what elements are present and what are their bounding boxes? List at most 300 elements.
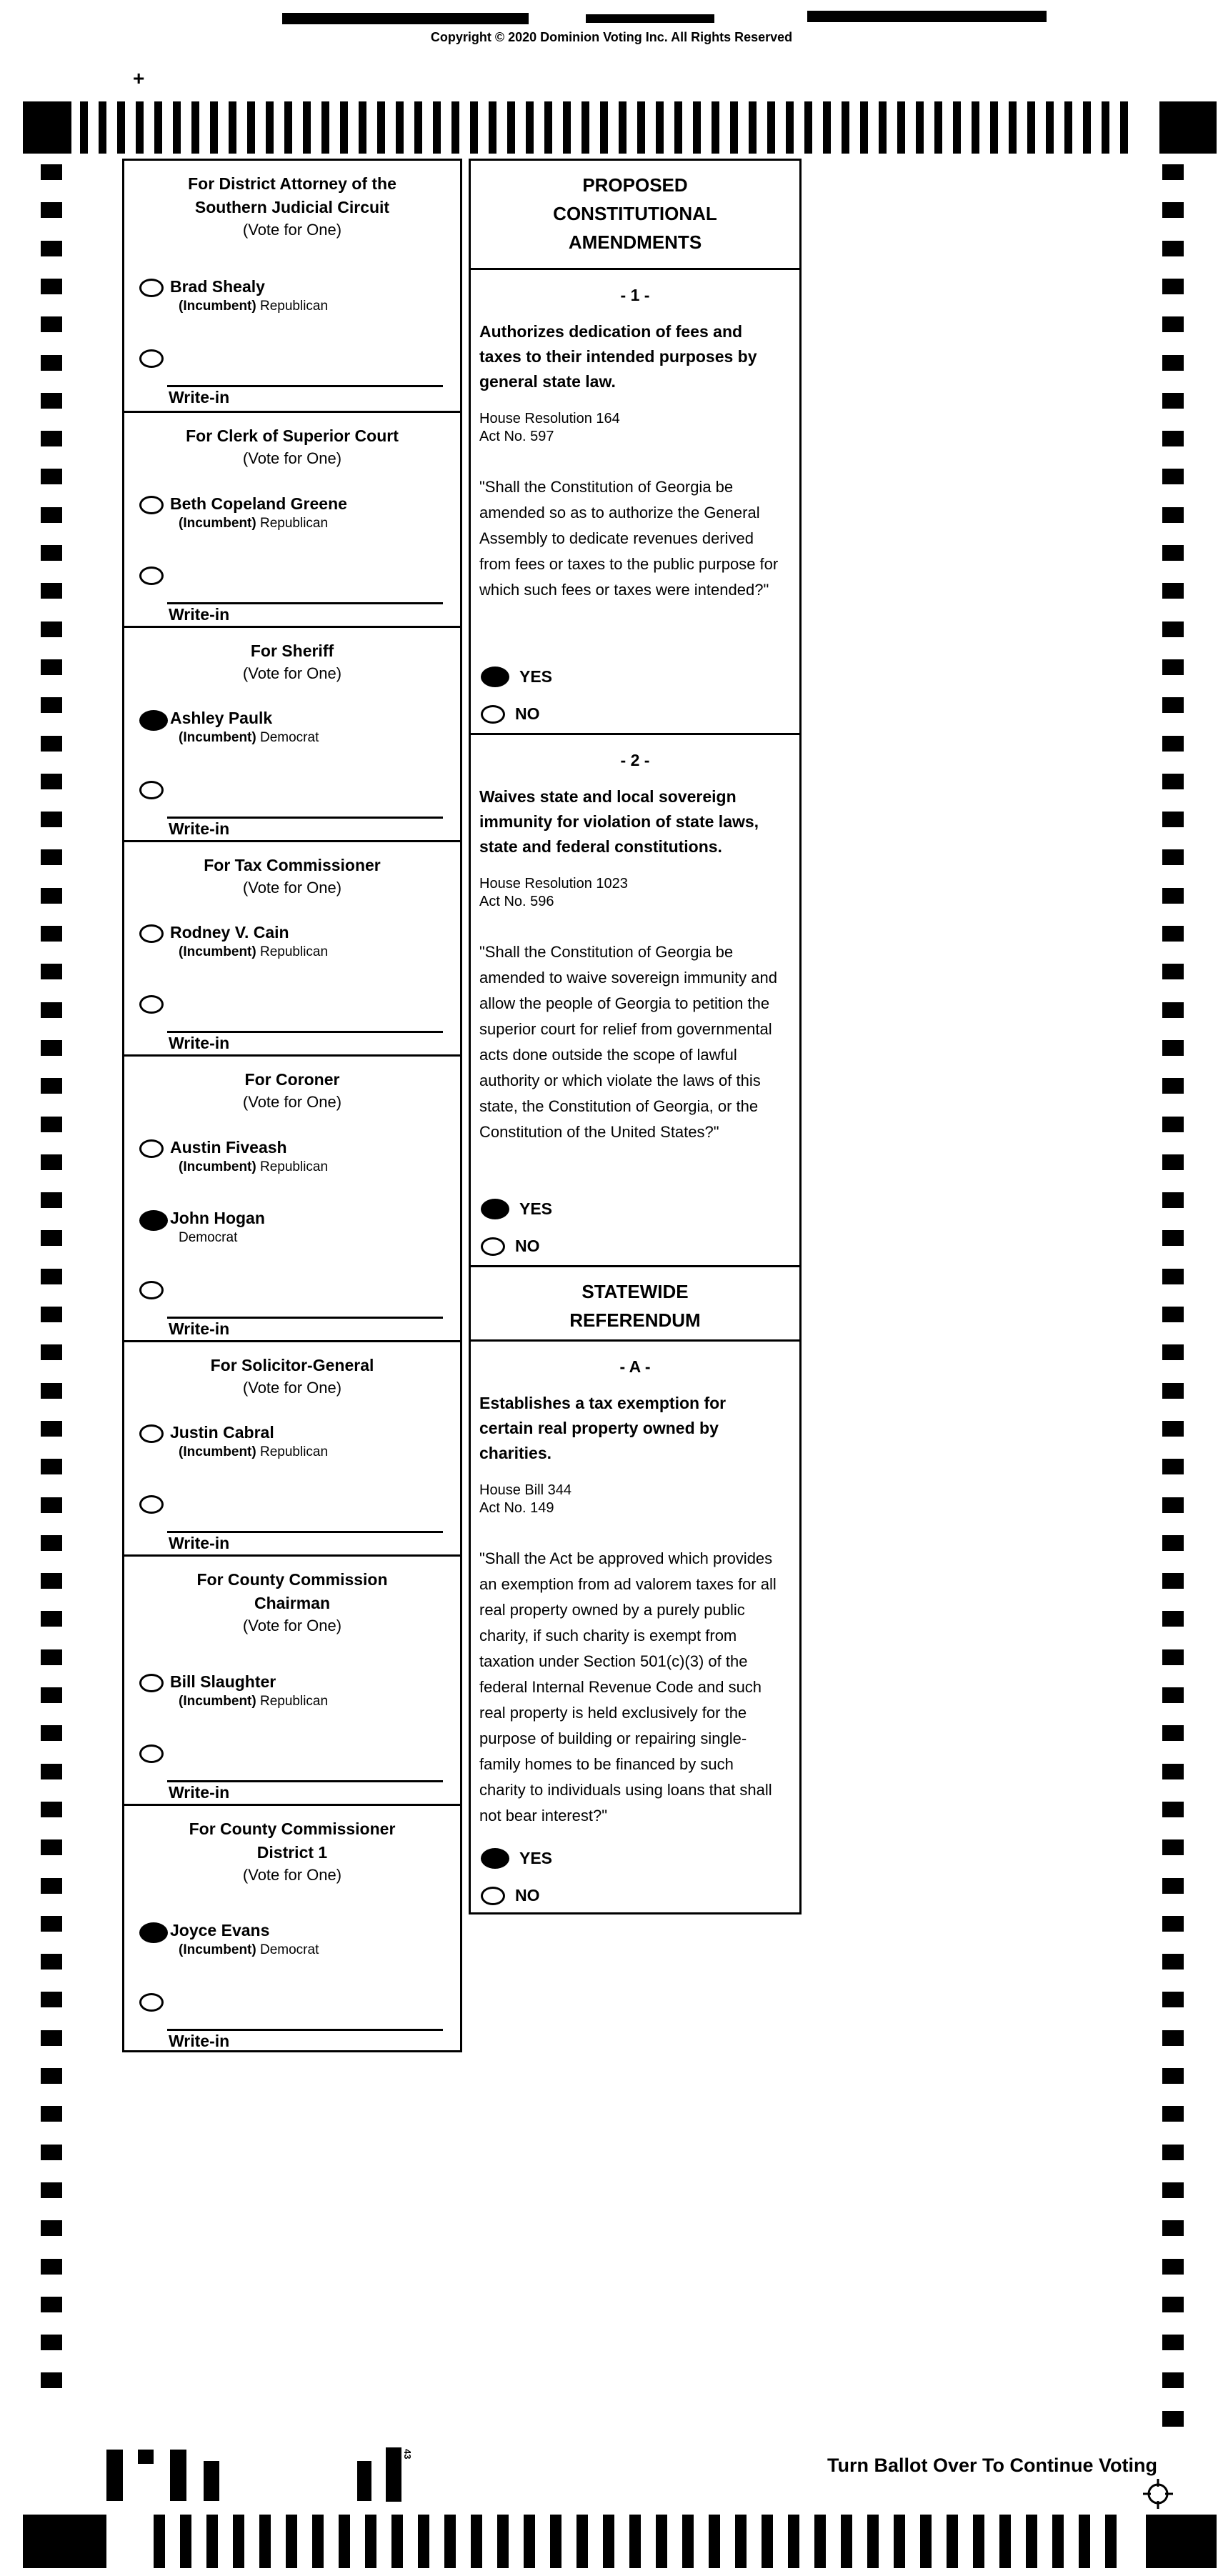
incumbent-label: (Incumbent) [179, 1942, 260, 1957]
timing-mark [1162, 1269, 1184, 1284]
timing-mark [1046, 101, 1054, 154]
contest-section [124, 161, 460, 411]
timing-mark [788, 2515, 799, 2568]
timing-mark [1162, 1764, 1184, 1779]
measure-reference-line: Act No. 597 [479, 429, 554, 444]
timing-mark [41, 1307, 62, 1322]
timing-mark [41, 1154, 62, 1170]
measure-group-header [471, 161, 799, 268]
answer-oval[interactable] [481, 1199, 509, 1219]
party-label: Republican [260, 1444, 329, 1459]
timing-mark [1162, 2335, 1184, 2350]
contest-column [122, 159, 462, 2052]
candidate-oval[interactable] [139, 924, 164, 943]
timing-mark [365, 2515, 376, 2568]
timing-mark [1162, 774, 1184, 789]
timing-mark [489, 101, 496, 154]
answer-label: NO [515, 1237, 540, 1255]
candidate-party [179, 1942, 319, 1958]
measure-number: - 1 - [620, 286, 650, 304]
ballot-measure-section [471, 733, 799, 1265]
timing-mark [972, 101, 979, 154]
candidate-party [179, 944, 328, 960]
timing-mark [1162, 1878, 1184, 1894]
registration-plus-mark: + [133, 67, 145, 89]
timing-mark [682, 2515, 694, 2568]
measure-summary: Authorizes dedication of fees and taxes to their intended purposes by general state law. [479, 322, 757, 391]
timing-mark [41, 849, 62, 865]
write-in-line[interactable] [167, 817, 443, 819]
timing-mark [451, 101, 459, 154]
candidate-party [179, 516, 328, 531]
incumbent-label: (Incumbent) [179, 730, 260, 745]
timing-mark [804, 101, 812, 154]
measure-reference-line: Act No. 149 [479, 1500, 554, 1516]
candidate-oval[interactable] [139, 1139, 164, 1158]
contest-title: For Sheriff [250, 641, 334, 660]
timing-mark [894, 2515, 905, 2568]
timing-mark [41, 926, 62, 942]
timing-mark [497, 2515, 509, 2568]
write-in-label: Write-in [169, 819, 230, 838]
timing-mark [1162, 621, 1184, 637]
measure-question: "Shall the Constitution of Georgia be amended so as to authorize the General Assembly to dedicate revenues derived from fees or taxes to the public purpose for which such fees or taxes were intended?" [479, 478, 779, 599]
timing-mark [581, 101, 589, 154]
timing-mark [1102, 101, 1109, 154]
measure-group-header-line: AMENDMENTS [568, 231, 702, 253]
contest-instruction: (Vote for One) [242, 664, 342, 682]
timing-mark [1162, 2220, 1184, 2236]
timing-row-bottom [0, 2515, 1223, 2568]
timing-mark [712, 101, 719, 154]
timing-mark [674, 101, 682, 154]
measure-group-header-line: PROPOSED [582, 174, 688, 196]
timing-mark [233, 2515, 244, 2568]
timing-mark [1162, 1802, 1184, 1817]
timing-mark [1162, 2030, 1184, 2046]
candidate-party [179, 1159, 328, 1175]
party-label: Republican [260, 299, 329, 314]
write-in-line[interactable] [167, 2029, 443, 2031]
timing-mark [1162, 2372, 1184, 2388]
write-in-line[interactable] [167, 1317, 443, 1319]
measure-references [479, 875, 799, 911]
answer-label: YES [519, 1199, 553, 1218]
timing-mark [41, 469, 62, 484]
timing-block [23, 101, 71, 154]
timing-mark [41, 1802, 62, 1817]
timing-mark [340, 101, 348, 154]
timing-mark [973, 2515, 984, 2568]
timing-mark [1162, 545, 1184, 561]
measure-group-header-line: STATEWIDE [581, 1281, 689, 1302]
barcode-bar [386, 2447, 401, 2502]
timing-mark [41, 2335, 62, 2350]
measure-question: "Shall the Constitution of Georgia be amended to waive sovereign immunity and allow the people of Georgia to petition the superior court for relief from governmental acts done outside the scope of lawful authority or which violate the laws of this state, the Constitution of Georgia, or the Constitution of the United States?" [479, 943, 778, 1141]
candidate-oval[interactable] [139, 1674, 164, 1692]
timing-mark [154, 101, 162, 154]
timing-mark [41, 697, 62, 713]
timing-mark [1162, 355, 1184, 371]
timing-mark [471, 2515, 482, 2568]
timing-mark [41, 431, 62, 446]
timing-mark [41, 1916, 62, 1932]
candidate-oval[interactable] [139, 1744, 164, 1763]
measure-number: - A - [619, 1357, 651, 1376]
scan-artifact-bar [807, 11, 1047, 22]
timing-mark [1027, 101, 1035, 154]
timing-mark [637, 101, 645, 154]
timing-mark [41, 1192, 62, 1208]
timing-mark [1162, 1839, 1184, 1855]
timing-mark [414, 101, 422, 154]
write-in-line[interactable] [167, 385, 443, 387]
timing-mark [80, 101, 88, 154]
contest-instruction: (Vote for One) [242, 1379, 342, 1397]
measure-reference-line: Act No. 596 [479, 894, 554, 909]
contest-title: For Clerk of Superior Court [186, 426, 399, 445]
timing-mark [1052, 2515, 1064, 2568]
party-label: Democrat [260, 1942, 319, 1957]
timing-mark [41, 202, 62, 218]
candidate-oval[interactable] [139, 781, 164, 799]
write-in-label: Write-in [169, 1783, 230, 1802]
answer-label: NO [515, 1886, 540, 1904]
timing-mark [524, 2515, 535, 2568]
contest-section [124, 411, 460, 626]
contest-section [124, 626, 460, 840]
measure-option [481, 1236, 552, 1257]
timing-mark [41, 1992, 62, 2007]
timing-mark [1064, 101, 1072, 154]
timing-mark [1162, 241, 1184, 256]
candidate-oval[interactable] [139, 1922, 168, 1943]
barcode-bar [138, 2450, 154, 2464]
timing-mark [210, 101, 218, 154]
timing-mark [41, 2145, 62, 2160]
timing-mark [1162, 1078, 1184, 1094]
contest-section [124, 1340, 460, 1554]
timing-mark [735, 2515, 747, 2568]
contest-instruction: (Vote for One) [242, 1866, 342, 1884]
timing-mark [1162, 1117, 1184, 1132]
timing-mark [1083, 101, 1091, 154]
incumbent-label: (Incumbent) [179, 1694, 260, 1709]
measure-reference-line: House Bill 344 [479, 1482, 571, 1498]
timing-mark [1162, 202, 1184, 218]
contest-title: For District Attorney of the Southern Judicial Circuit [188, 174, 396, 216]
timing-mark [1162, 1307, 1184, 1322]
contest-section [124, 1554, 460, 1804]
timing-mark [99, 101, 106, 154]
timing-mark [841, 2515, 852, 2568]
timing-mark [947, 2515, 958, 2568]
timing-mark [41, 1649, 62, 1665]
candidate-name: Rodney V. Cain [170, 923, 289, 942]
timing-mark [1162, 469, 1184, 484]
candidate-oval[interactable] [139, 566, 164, 585]
timing-mark [321, 101, 329, 154]
timing-mark [173, 101, 181, 154]
timing-mark [1162, 1040, 1184, 1056]
timing-mark [1162, 888, 1184, 904]
timing-mark [41, 812, 62, 827]
answer-label: YES [519, 1849, 553, 1867]
timing-mark [953, 101, 961, 154]
candidate-oval[interactable] [139, 1495, 164, 1514]
answer-oval[interactable] [481, 1887, 505, 1905]
timing-mark [629, 2515, 641, 2568]
timing-mark [814, 2515, 826, 2568]
timing-mark [41, 355, 62, 371]
write-in-label: Write-in [169, 2032, 230, 2050]
timing-mark [1162, 926, 1184, 942]
timing-block [1146, 2515, 1217, 2568]
timing-mark [41, 1954, 62, 1970]
timing-mark [1162, 964, 1184, 979]
scan-artifact-bar [282, 13, 529, 24]
party-label: Republican [260, 1159, 329, 1174]
timing-mark [990, 101, 998, 154]
timing-mark [1162, 812, 1184, 827]
timing-mark [709, 2515, 720, 2568]
measure-option [481, 1199, 552, 1219]
barcode-bar [106, 2450, 123, 2501]
timing-mark [1162, 2411, 1184, 2427]
timing-mark [1162, 393, 1184, 409]
candidate-oval[interactable] [139, 349, 164, 368]
timing-mark [41, 2220, 62, 2236]
incumbent-label: (Incumbent) [179, 299, 260, 314]
timing-mark [1162, 1421, 1184, 1437]
timing-mark [823, 101, 831, 154]
timing-mark [879, 101, 887, 154]
timing-mark [603, 2515, 614, 2568]
measure-reference-line: House Resolution 164 [479, 411, 620, 426]
measure-options [481, 1848, 552, 1906]
timing-mark [418, 2515, 429, 2568]
timing-mark [41, 1421, 62, 1437]
timing-mark [897, 101, 905, 154]
timing-mark [563, 101, 571, 154]
contest-instruction: (Vote for One) [242, 221, 342, 239]
timing-mark [41, 2030, 62, 2046]
timing-mark [786, 101, 794, 154]
timing-mark [247, 101, 255, 154]
write-in-label: Write-in [169, 1534, 230, 1552]
candidate-party [179, 1230, 237, 1246]
measure-column [469, 159, 802, 1914]
timing-mark [1162, 2259, 1184, 2275]
timing-mark [1162, 2145, 1184, 2160]
measure-number: - 2 - [620, 751, 650, 769]
timing-mark [1162, 849, 1184, 865]
timing-mark [619, 101, 627, 154]
candidate-oval[interactable] [139, 710, 168, 731]
timing-mark [1162, 1535, 1184, 1551]
timing-mark [1162, 316, 1184, 332]
incumbent-label: (Incumbent) [179, 1444, 260, 1459]
answer-oval[interactable] [481, 667, 509, 687]
timing-mark [41, 621, 62, 637]
measure-options [481, 667, 552, 724]
timing-mark [41, 1687, 62, 1703]
contest-instruction: (Vote for One) [242, 1617, 342, 1634]
timing-mark [1162, 1916, 1184, 1932]
timing-mark [41, 1040, 62, 1056]
timing-mark [1162, 2297, 1184, 2312]
contest-title: For County Commission Chairman [196, 1570, 388, 1612]
candidate-oval[interactable] [139, 1993, 164, 2012]
timing-mark [1009, 101, 1017, 154]
candidate-oval[interactable] [139, 496, 164, 514]
timing-mark [41, 1230, 62, 1246]
timing-mark [550, 2515, 561, 2568]
timing-mark [41, 1078, 62, 1094]
contest-section [124, 1804, 460, 2052]
measure-question: "Shall the Act be approved which provides an exemption from ad valorem taxes for all real property owned by a purely public charity, if such charity is exempt from taxation under Section 501(c)(3) of the federal Internal Revenue Code and such real property is held exclusively for the purpose of building or repairing single-family homes to be financed by such charity to individuals using loans that shall not bear interest?" [479, 1549, 777, 1824]
timing-mark [999, 2515, 1011, 2568]
timing-mark [1162, 1611, 1184, 1627]
answer-oval[interactable] [481, 705, 505, 724]
timing-mark [266, 101, 274, 154]
write-in-label: Write-in [169, 388, 230, 406]
measure-option [481, 1885, 552, 1906]
timing-mark [229, 101, 236, 154]
candidate-name: Bill Slaughter [170, 1672, 276, 1691]
timing-mark [41, 1497, 62, 1513]
timing-mark [1162, 659, 1184, 675]
timing-mark [767, 101, 775, 154]
timing-mark [1162, 431, 1184, 446]
measure-option [481, 1848, 552, 1869]
candidate-name: Joyce Evans [170, 1921, 270, 1940]
candidate-party [179, 730, 319, 746]
candidate-name: Brad Shealy [170, 277, 265, 296]
timing-mark [656, 101, 664, 154]
write-in-label: Write-in [169, 1319, 230, 1338]
timing-mark [396, 101, 404, 154]
write-in-line[interactable] [167, 1031, 443, 1033]
timing-mark [1162, 1459, 1184, 1474]
write-in-line[interactable] [167, 602, 443, 604]
candidate-name: Austin Fiveash [170, 1138, 287, 1157]
timing-mark [41, 279, 62, 294]
timing-mark [41, 1725, 62, 1741]
timing-mark [41, 2068, 62, 2084]
stub-number: 43 [402, 2449, 413, 2460]
measure-group-header-line: REFERENDUM [569, 1309, 701, 1331]
timing-mark [41, 545, 62, 561]
timing-mark [41, 774, 62, 789]
scan-artifact-bar [586, 14, 714, 23]
timing-mark [656, 2515, 667, 2568]
candidate-oval[interactable] [139, 1424, 164, 1443]
timing-mark [1120, 101, 1128, 154]
timing-mark [41, 1117, 62, 1132]
turn-ballot-over-instruction: Turn Ballot Over To Continue Voting [827, 2455, 1157, 2476]
timing-mark [1162, 1002, 1184, 1018]
timing-mark [41, 1535, 62, 1551]
registration-crosshair-icon [1142, 2477, 1174, 2510]
candidate-oval[interactable] [139, 1281, 164, 1299]
timing-mark [312, 2515, 324, 2568]
timing-mark [730, 101, 738, 154]
timing-mark [41, 736, 62, 752]
timing-mark [41, 888, 62, 904]
timing-mark [303, 101, 311, 154]
contest-title: For Tax Commissioner [204, 856, 381, 874]
timing-mark [1162, 1649, 1184, 1665]
timing-mark [180, 2515, 191, 2568]
copyright-notice: Copyright © 2020 Dominion Voting Inc. All Rights Reserved [430, 30, 793, 44]
timing-mark [41, 2372, 62, 2388]
timing-mark [41, 507, 62, 523]
candidate-party [179, 299, 328, 314]
contest-title: For County Commissioner District 1 [189, 1819, 396, 1862]
answer-oval[interactable] [481, 1237, 505, 1256]
candidate-name: Beth Copeland Greene [170, 494, 347, 513]
timing-mark [41, 2259, 62, 2275]
timing-mark [286, 2515, 297, 2568]
write-in-line[interactable] [167, 1780, 443, 1782]
timing-mark [191, 101, 199, 154]
answer-label: YES [519, 667, 553, 686]
measure-references [479, 410, 799, 446]
contest-instruction: (Vote for One) [242, 1093, 342, 1111]
incumbent-label: (Incumbent) [179, 516, 260, 531]
contest-section [124, 1054, 460, 1340]
timing-mark [526, 101, 534, 154]
timing-mark [1162, 583, 1184, 599]
timing-mark [41, 1383, 62, 1399]
timing-mark [600, 101, 608, 154]
timing-mark [1105, 2515, 1117, 2568]
write-in-label: Write-in [169, 605, 230, 624]
write-in-line[interactable] [167, 1531, 443, 1533]
timing-mark [391, 2515, 403, 2568]
measure-summary: Establishes a tax exemption for certain real property owned by charities. [479, 1394, 727, 1462]
party-label: Republican [260, 944, 329, 959]
timing-mark [749, 101, 757, 154]
answer-oval[interactable] [481, 1848, 509, 1869]
timing-mark [507, 101, 515, 154]
measure-group-header-line: CONSTITUTIONAL [553, 203, 717, 224]
timing-mark [762, 2515, 773, 2568]
timing-mark [339, 2515, 350, 2568]
timing-mark [860, 101, 868, 154]
timing-mark [693, 101, 701, 154]
timing-mark [1162, 164, 1184, 180]
contest-section [124, 840, 460, 1054]
barcode-bar [170, 2450, 186, 2501]
timing-mark [41, 1344, 62, 1360]
incumbent-label: (Incumbent) [179, 944, 260, 959]
timing-mark [41, 2182, 62, 2198]
candidate-name: Justin Cabral [170, 1423, 274, 1442]
timing-mark [920, 2515, 932, 2568]
candidate-oval[interactable] [139, 1210, 168, 1231]
timing-mark [576, 2515, 588, 2568]
timing-mark [41, 1459, 62, 1474]
candidate-oval[interactable] [139, 995, 164, 1014]
timing-block [1159, 101, 1217, 154]
party-label: Democrat [179, 1230, 238, 1245]
timing-mark [41, 1573, 62, 1589]
candidate-oval[interactable] [139, 279, 164, 297]
candidate-name: Ashley Paulk [170, 709, 273, 727]
timing-mark [41, 241, 62, 256]
